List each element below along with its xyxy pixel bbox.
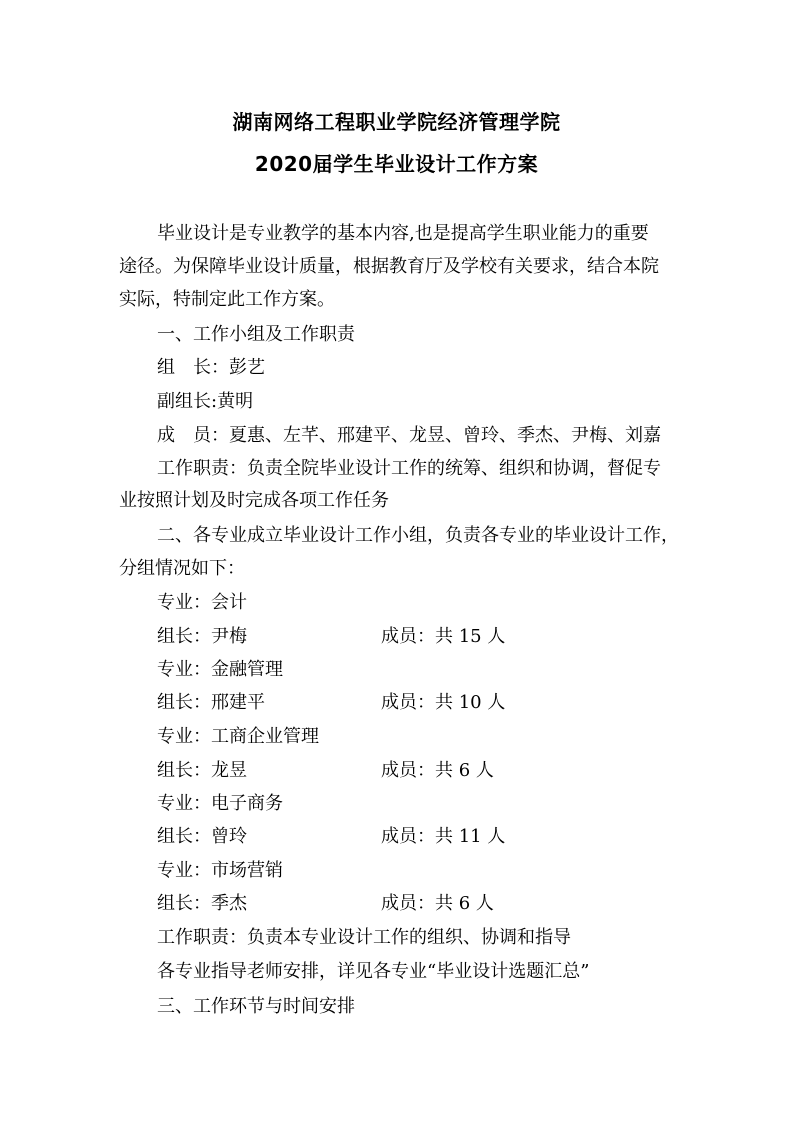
group-members: 成 员：夏惠、左芊、邢建平、龙昱、曾玲、季杰、尹梅、刘嘉 [157,425,661,446]
document-title-line1: 湖南网络工程职业学院经济管理学院 [232,110,561,134]
major-marketing: 专业：市场营销 [157,860,283,881]
major-finance: 专业：金融管理 [157,659,283,680]
major-business: 专业：工商企业管理 [157,726,319,747]
section1-duty-line1: 工作职责：负责全院毕业设计工作的统筹、组织和协调，督促专 [157,458,661,479]
vice-leader: 副组长:黄明 [157,391,254,412]
members-marketing: 成员：共 6 人 [381,893,494,914]
members-business: 成员：共 6 人 [381,760,494,781]
members-accounting: 成员：共 15 人 [381,626,506,647]
section2-heading-line1: 二、各专业成立毕业设计工作小组，负责各专业的毕业设计工作， [157,525,679,546]
section1-duty-line2: 业按照计划及时完成各项工作任务 [119,490,389,511]
intro-line3: 实际，特制定此工作方案。 [119,289,335,310]
section3-heading: 三、工作环节与时间安排 [157,996,355,1017]
major-ecommerce: 专业：电子商务 [157,793,283,814]
document-title-line2: 2020届学生毕业设计工作方案 [254,152,539,176]
leader-business: 组长：龙昱 [157,760,247,781]
leader-ecommerce: 组长：曾玲 [157,826,247,847]
leader-finance: 组长：邢建平 [157,692,265,713]
section1-heading: 一、工作小组及工作职责 [157,324,355,345]
major-accounting: 专业：会计 [157,592,247,613]
teacher-note: 各专业指导老师安排，详见各专业“毕业设计选题汇总” [157,961,590,982]
members-finance: 成员：共 10 人 [381,692,506,713]
members-ecommerce: 成员：共 11 人 [381,826,506,847]
group-leader: 组 长：彭艺 [157,357,265,378]
intro-line1: 毕业设计是专业教学的基本内容,也是提高学生职业能力的重要 [157,223,649,244]
section2-heading-line2: 分组情况如下： [119,558,245,579]
leader-marketing: 组长：季杰 [157,893,247,914]
leader-accounting: 组长：尹梅 [157,626,247,647]
intro-line2: 途径。为保障毕业设计质量，根据教育厅及学校有关要求，结合本院 [119,256,659,277]
section2-duty: 工作职责：负责本专业设计工作的组织、协调和指导 [157,927,571,948]
